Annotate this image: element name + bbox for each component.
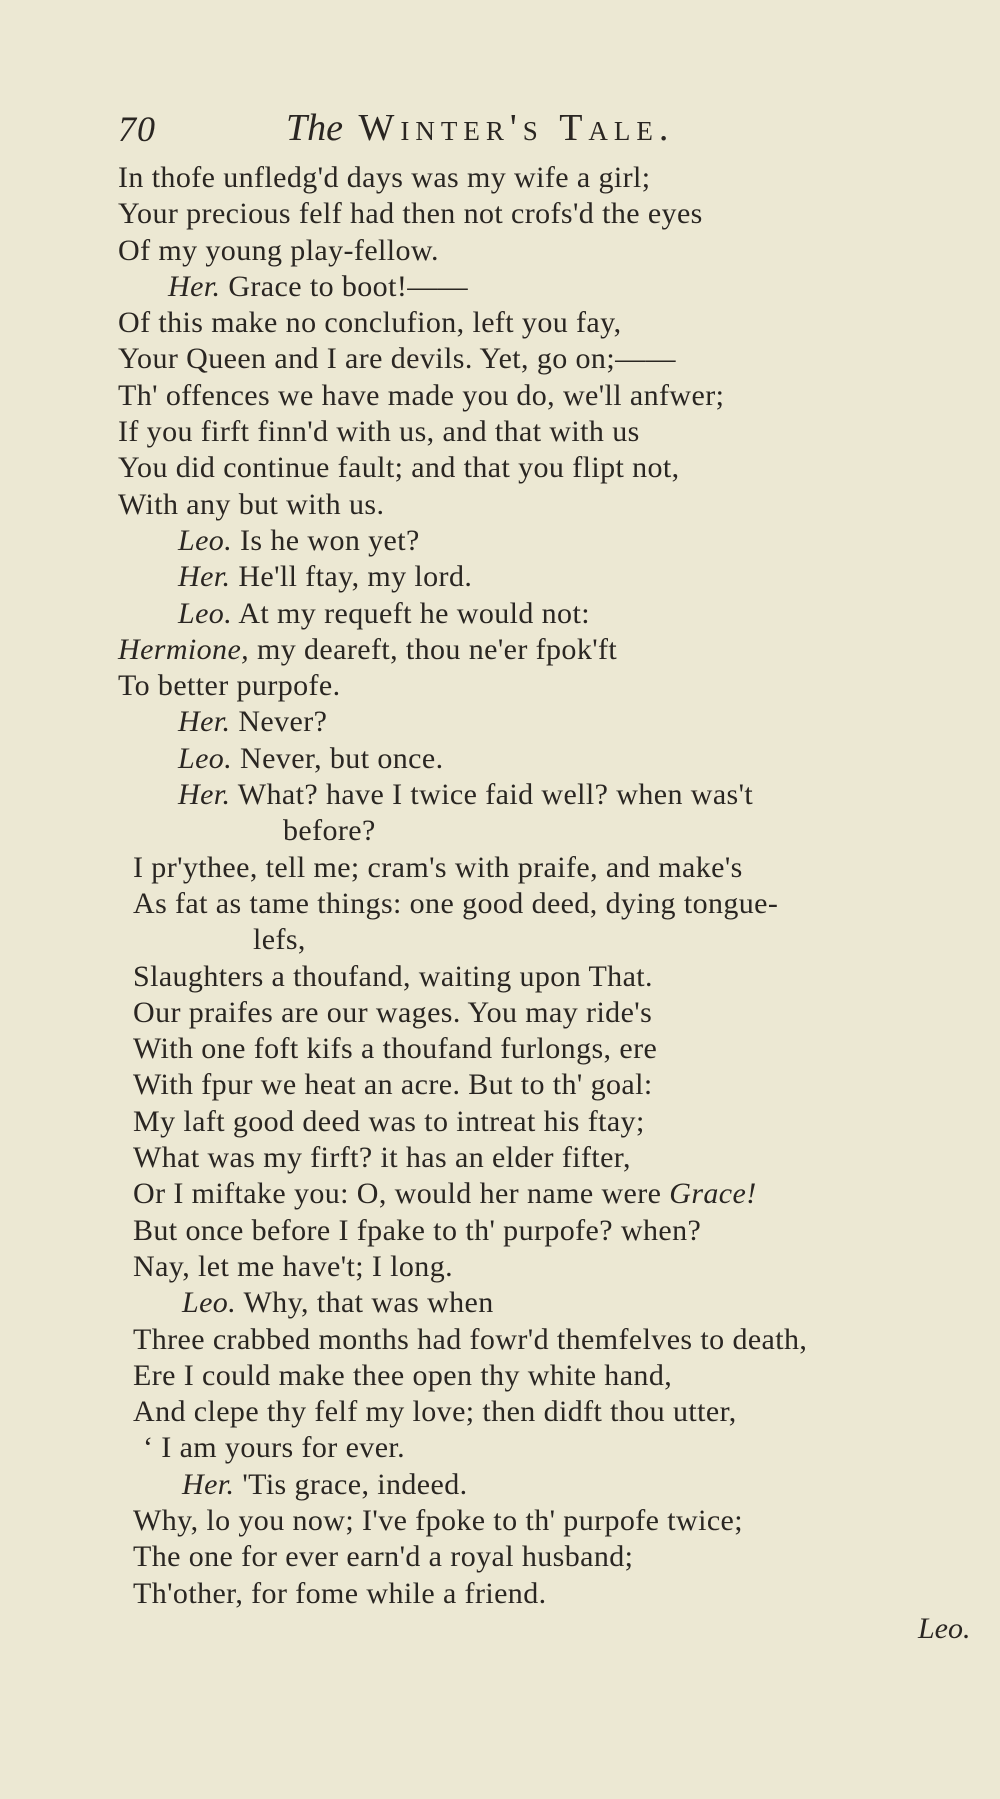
- italic-word: Grace!: [669, 1177, 757, 1211]
- verse-line: To better purpofe.: [118, 669, 341, 703]
- title-tale: Tale.: [559, 107, 675, 149]
- catchword: Leo.: [918, 1612, 971, 1645]
- verse-line: Of my young play-fellow.: [118, 233, 439, 267]
- speech-line: Leo. Why, that was when: [182, 1286, 494, 1320]
- page-number: 70: [118, 109, 156, 149]
- verse-line: You did continue fault; and that you flipt not,: [118, 451, 680, 485]
- verse-line: Our praifes are our wages. You may ride's: [133, 995, 653, 1029]
- play-text: [118, 160, 978, 1612]
- speech-line: Leo. At my requeft he would not:: [178, 596, 590, 630]
- speaker-name: Her.: [178, 778, 231, 812]
- verse-line: Hermione, my deareft, thou ne'er fpok'ft: [118, 632, 618, 666]
- verse-line: If you firft finn'd with us, and that with us: [118, 415, 640, 449]
- speaker-name: Her.: [178, 705, 231, 739]
- verse-line: Or I miftake you: O, would her name were Grace!: [133, 1177, 757, 1211]
- verse-line: Your Queen and I are devils. Yet, go on;——: [118, 342, 676, 376]
- verse-line-continuation: lefs,: [253, 923, 306, 957]
- verse-line: With fpur we heat an acre. But to th' goal:: [133, 1068, 653, 1102]
- title-the: The: [286, 107, 343, 149]
- verse-line: Th' offences we have made you do, we'll anfwer;: [118, 378, 725, 412]
- title-winters: Winter's: [358, 107, 544, 149]
- speech-line: Her. Never?: [178, 705, 328, 739]
- verse-line: Slaughters a thoufand, waiting upon That.: [133, 959, 653, 993]
- verse-line: Three crabbed months had fowr'd themfelves to death,: [133, 1322, 808, 1356]
- speech-line: Her. He'll ftay, my lord.: [178, 560, 473, 594]
- verse-line-continuation: before?: [283, 814, 376, 848]
- verse-line: But once before I fpake to th' purpofe? when?: [133, 1213, 702, 1247]
- speaker-name: Her.: [178, 560, 231, 594]
- verse-line: ‘ I am yours for ever.: [143, 1431, 406, 1465]
- speech-line: Her. 'Tis grace, indeed.: [182, 1467, 468, 1501]
- verse-line: Ere I could make thee open thy white hand,: [133, 1358, 673, 1392]
- speaker-name: Her.: [168, 269, 221, 303]
- verse-line: Th'other, for fome while a friend.: [133, 1576, 547, 1610]
- speaker-name: Leo.: [178, 523, 233, 557]
- verse-line: In thofe unfledg'd days was my wife a girl;: [118, 161, 651, 194]
- italic-name: Hermione,: [118, 632, 250, 666]
- speaker-name: Leo.: [178, 741, 233, 775]
- speech-line: Leo. Is he won yet?: [178, 523, 420, 557]
- verse-line: With one foft kifs a thoufand furlongs, ere: [133, 1032, 658, 1066]
- verse-line: Your precious felf had then not crofs'd the eyes: [118, 197, 703, 231]
- speech-line: Her. What? have I twice faid well? when was't: [178, 778, 754, 812]
- speaker-name: Leo.: [182, 1286, 237, 1320]
- speech-line: Leo. Never, but once.: [178, 741, 444, 775]
- speaker-name: Her.: [182, 1467, 235, 1501]
- verse-line: Why, lo you now; I've fpoke to th' purpofe twice;: [133, 1503, 743, 1537]
- verse-line: Nay, let me have't; I long.: [133, 1249, 453, 1283]
- verse-line: The one for ever earn'd a royal husband;: [133, 1540, 634, 1574]
- verse-line: Of this make no conclufion, left you fay,: [118, 306, 622, 340]
- running-title: [286, 106, 674, 150]
- verse-line: What was my firft? it has an elder fifter,: [133, 1141, 631, 1175]
- verse-line: And clepe thy felf my love; then didft thou utter,: [133, 1395, 737, 1429]
- verse-line: I pr'ythee, tell me; cram's with praife, and make's: [133, 850, 743, 884]
- verse-line: As fat as tame things: one good deed, dying tongue-: [133, 886, 779, 920]
- verse-line: My laft good deed was to intreat his ftay;: [133, 1104, 645, 1138]
- page-header: [118, 106, 918, 166]
- speech-line: Her. Grace to boot!——: [168, 269, 469, 303]
- verse-line: With any but with us.: [118, 487, 385, 521]
- speaker-name: Leo.: [178, 596, 233, 630]
